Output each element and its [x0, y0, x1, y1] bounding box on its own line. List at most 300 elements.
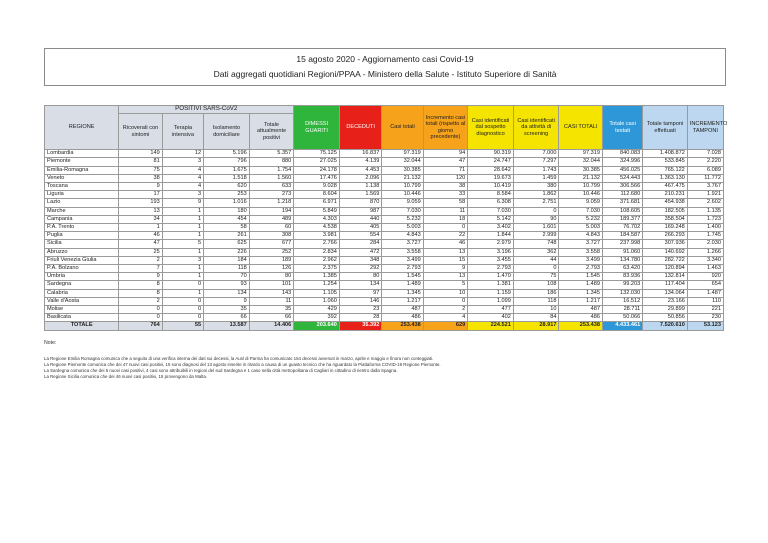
- data-cell: 12: [162, 150, 203, 158]
- total-cell: 764: [119, 322, 162, 330]
- data-cell: 1.745: [687, 232, 723, 240]
- data-cell: 0: [162, 281, 203, 289]
- data-cell: 633: [249, 183, 294, 191]
- covid-data-table: [44, 105, 728, 331]
- notes-title: Note:: [44, 340, 57, 346]
- data-cell: 16.837: [339, 150, 381, 158]
- data-cell: 1.518: [204, 174, 250, 182]
- data-cell: 440: [339, 215, 381, 223]
- data-cell: 2.096: [339, 174, 381, 182]
- data-cell: 4: [162, 174, 203, 182]
- data-cell: 9.059: [382, 199, 423, 207]
- data-cell: 19.673: [468, 174, 514, 182]
- data-cell: 66: [249, 314, 294, 322]
- data-cell: 10.799: [559, 183, 602, 191]
- data-cell: 358.504: [643, 215, 688, 223]
- data-cell: 1.489: [559, 281, 602, 289]
- data-cell: 2.793: [468, 265, 514, 273]
- total-cell: 7.520.610: [643, 322, 688, 330]
- data-cell: 94: [423, 150, 468, 158]
- report-header: [44, 48, 726, 86]
- table-row: [45, 256, 724, 264]
- data-cell: 7.000: [513, 150, 559, 158]
- data-cell: 132.814: [643, 273, 688, 281]
- table-row: [45, 183, 724, 191]
- data-cell: 371.681: [602, 199, 642, 207]
- data-cell: 230: [687, 314, 723, 322]
- data-cell: 2: [423, 306, 468, 314]
- data-cell: 28.642: [468, 166, 514, 174]
- data-cell: 5.357: [249, 150, 294, 158]
- data-cell: 1.345: [559, 289, 602, 297]
- data-cell: 5.003: [382, 224, 423, 232]
- data-cell: 210.231: [643, 191, 688, 199]
- data-cell: 75.125: [294, 150, 340, 158]
- data-cell: 1.487: [687, 289, 723, 297]
- data-cell: 221: [687, 306, 723, 314]
- data-cell: 10.799: [382, 183, 423, 191]
- data-cell: 6.308: [468, 199, 514, 207]
- table-row: [45, 232, 724, 240]
- total-cell: 53.123: [687, 322, 723, 330]
- data-cell: 4.139: [339, 158, 381, 166]
- region-header: REGIONE: [45, 106, 119, 150]
- data-cell: 25: [119, 248, 162, 256]
- data-cell: 5: [162, 240, 203, 248]
- data-cell: 3.402: [468, 224, 514, 232]
- data-cell: 454.938: [643, 199, 688, 207]
- data-cell: 252: [249, 248, 294, 256]
- data-cell: 3.499: [559, 256, 602, 264]
- data-cell: 193: [119, 199, 162, 207]
- data-cell: 58: [204, 224, 250, 232]
- total-cell: 35.392: [339, 322, 381, 330]
- data-cell: 880: [249, 158, 294, 166]
- data-cell: 21.132: [559, 174, 602, 182]
- col-header-sospetto-diagnostico: Casi identificati dal sospetto diagnostico: [468, 106, 514, 150]
- data-cell: 81: [119, 158, 162, 166]
- data-cell: 7.030: [468, 207, 514, 215]
- data-cell: 454: [204, 215, 250, 223]
- data-cell: 306.566: [602, 183, 642, 191]
- data-cell: 4.453: [339, 166, 381, 174]
- data-cell: 486: [559, 314, 602, 322]
- region-name-cell: Piemonte: [45, 158, 119, 166]
- data-cell: 118: [204, 265, 250, 273]
- data-cell: 362: [513, 248, 559, 256]
- data-cell: 34: [119, 215, 162, 223]
- data-cell: 4.303: [294, 215, 340, 223]
- data-cell: 5.003: [559, 224, 602, 232]
- table-row: [45, 297, 724, 305]
- data-cell: 677: [249, 240, 294, 248]
- data-cell: 83.936: [602, 273, 642, 281]
- data-cell: 870: [339, 199, 381, 207]
- data-cell: 654: [687, 281, 723, 289]
- data-cell: 1.560: [249, 174, 294, 182]
- data-cell: 110: [687, 297, 723, 305]
- data-cell: 28.711: [602, 306, 642, 314]
- data-cell: 23: [339, 306, 381, 314]
- data-cell: 23.166: [643, 297, 688, 305]
- data-cell: 1.381: [468, 281, 514, 289]
- data-cell: 237.998: [602, 240, 642, 248]
- data-cell: 32.044: [559, 158, 602, 166]
- table-row: [45, 314, 724, 322]
- data-cell: 2.220: [687, 158, 723, 166]
- data-cell: 1.459: [513, 174, 559, 182]
- col-header-ricoverati: Ricoverati con sintomi: [119, 114, 162, 150]
- data-cell: 126: [249, 265, 294, 273]
- data-cell: 2.602: [687, 199, 723, 207]
- data-cell: 18: [423, 215, 468, 223]
- data-cell: 27.025: [294, 158, 340, 166]
- data-cell: 3: [162, 191, 203, 199]
- data-cell: 1.254: [294, 281, 340, 289]
- region-name-cell: Lazio: [45, 199, 119, 207]
- data-cell: 7.028: [687, 150, 723, 158]
- note-line: La Regione Sicilia comunica che dei 46 nuovi casi positivi, 15 provengono da Malta.: [44, 374, 208, 379]
- data-cell: 134.780: [602, 256, 642, 264]
- region-name-cell: Basilicata: [45, 314, 119, 322]
- data-cell: 1.218: [249, 199, 294, 207]
- data-cell: 380: [513, 183, 559, 191]
- region-name-cell: Emilia-Romagna: [45, 166, 119, 174]
- data-cell: 5: [423, 281, 468, 289]
- table-row: [45, 150, 724, 158]
- data-cell: 7.030: [559, 207, 602, 215]
- data-cell: 60: [249, 224, 294, 232]
- data-cell: 348: [339, 256, 381, 264]
- data-cell: 3.767: [687, 183, 723, 191]
- data-cell: 9.028: [294, 183, 340, 191]
- table-row: [45, 306, 724, 314]
- data-cell: 4: [423, 314, 468, 322]
- data-cell: 3.727: [382, 240, 423, 248]
- data-cell: 46: [423, 240, 468, 248]
- region-name-cell: Friuli Venezia Giulia: [45, 256, 119, 264]
- data-cell: 63.420: [602, 265, 642, 273]
- data-cell: 47: [423, 158, 468, 166]
- data-cell: 1.754: [249, 166, 294, 174]
- data-cell: 6.089: [687, 166, 723, 174]
- table-row: [45, 191, 724, 199]
- data-cell: 1.345: [382, 289, 423, 297]
- data-cell: 9: [119, 273, 162, 281]
- data-cell: 97: [339, 289, 381, 297]
- data-cell: 10.446: [382, 191, 423, 199]
- table-row: [45, 248, 724, 256]
- data-cell: 292: [339, 265, 381, 273]
- region-name-cell: Marche: [45, 207, 119, 215]
- region-name-cell: P.A. Trento: [45, 224, 119, 232]
- total-cell: 13.587: [204, 322, 250, 330]
- data-cell: 3.340: [687, 256, 723, 264]
- data-cell: 2.751: [513, 199, 559, 207]
- data-cell: 533.845: [643, 158, 688, 166]
- data-cell: 3: [162, 158, 203, 166]
- data-cell: 1: [162, 273, 203, 281]
- col-header-incremento-tamponi: INCREMENTO TAMPONI: [687, 106, 723, 150]
- data-cell: 16.512: [602, 297, 642, 305]
- data-cell: 2.834: [294, 248, 340, 256]
- data-cell: 117.404: [643, 281, 688, 289]
- data-cell: 8.604: [294, 191, 340, 199]
- data-cell: 97.319: [559, 150, 602, 158]
- data-cell: 0: [423, 297, 468, 305]
- data-cell: 169.248: [643, 224, 688, 232]
- col-header-totale-positivi: Totale attualmente positivi: [249, 114, 294, 150]
- data-cell: 2.766: [294, 240, 340, 248]
- data-cell: 143: [249, 289, 294, 297]
- data-cell: 0: [513, 207, 559, 215]
- report-subtitle: Dati aggregati quotidiani Regioni/PPAA - Ministero della Salute - Istituto Superiore di Sanità: [213, 69, 557, 79]
- data-cell: 226: [204, 248, 250, 256]
- data-cell: 486: [382, 314, 423, 322]
- data-cell: 118: [513, 297, 559, 305]
- data-cell: 35: [249, 306, 294, 314]
- region-name-cell: Veneto: [45, 174, 119, 182]
- data-cell: 2.375: [294, 265, 340, 273]
- data-cell: 50.856: [643, 314, 688, 322]
- region-name-cell: Calabria: [45, 289, 119, 297]
- total-cell: 28.917: [513, 322, 559, 330]
- col-header-casi-totali: Casi totali: [382, 106, 423, 150]
- data-cell: 184.587: [602, 232, 642, 240]
- data-cell: 3.196: [468, 248, 514, 256]
- data-cell: 17.476: [294, 174, 340, 182]
- data-cell: 2: [119, 256, 162, 264]
- data-cell: 1: [119, 224, 162, 232]
- data-cell: 324.996: [602, 158, 642, 166]
- data-cell: 261: [204, 232, 250, 240]
- col-header-incremento-casi: Incremento casi totali (rispetto al giorno precedente): [423, 106, 468, 150]
- data-cell: 5.196: [204, 150, 250, 158]
- data-cell: 308: [249, 232, 294, 240]
- data-cell: 13: [119, 207, 162, 215]
- data-cell: 80: [339, 273, 381, 281]
- data-cell: 9.059: [559, 199, 602, 207]
- data-cell: 1.844: [468, 232, 514, 240]
- data-cell: 402: [468, 314, 514, 322]
- data-cell: 765.122: [643, 166, 688, 174]
- data-cell: 182.505: [643, 207, 688, 215]
- table-row: [45, 207, 724, 215]
- data-cell: 9: [423, 265, 468, 273]
- data-cell: 30.385: [559, 166, 602, 174]
- data-cell: 8: [119, 289, 162, 297]
- data-cell: 2.793: [382, 265, 423, 273]
- data-cell: 11: [249, 297, 294, 305]
- total-label-cell: TOTALE: [45, 322, 119, 330]
- data-cell: 3: [162, 256, 203, 264]
- total-cell: 55: [162, 322, 203, 330]
- data-cell: 3.558: [559, 248, 602, 256]
- data-cell: 120.894: [643, 265, 688, 273]
- table-row: [45, 273, 724, 281]
- total-cell: 629: [423, 322, 468, 330]
- data-cell: 1.105: [294, 289, 340, 297]
- data-cell: 10: [513, 306, 559, 314]
- data-cell: 4: [162, 183, 203, 191]
- data-cell: 97.319: [382, 150, 423, 158]
- data-cell: 456.025: [602, 166, 642, 174]
- region-name-cell: Lombardia: [45, 150, 119, 158]
- data-cell: 76.702: [602, 224, 642, 232]
- data-cell: 3.727: [559, 240, 602, 248]
- data-cell: 5.232: [382, 215, 423, 223]
- data-cell: 3.558: [382, 248, 423, 256]
- region-name-cell: Liguria: [45, 191, 119, 199]
- region-name-cell: Umbria: [45, 273, 119, 281]
- data-cell: 1.159: [468, 289, 514, 297]
- data-cell: 1.060: [294, 297, 340, 305]
- data-cell: 4.538: [294, 224, 340, 232]
- data-cell: 38: [119, 174, 162, 182]
- data-cell: 472: [339, 248, 381, 256]
- data-cell: 194: [249, 207, 294, 215]
- data-cell: 32.044: [382, 158, 423, 166]
- data-cell: 91.060: [602, 248, 642, 256]
- table-row: [45, 174, 724, 182]
- total-cell: 224.521: [468, 322, 514, 330]
- data-cell: 2.793: [559, 265, 602, 273]
- data-cell: 0: [119, 314, 162, 322]
- data-cell: 13: [423, 273, 468, 281]
- data-cell: 392: [294, 314, 340, 322]
- data-cell: 620: [204, 183, 250, 191]
- region-name-cell: Sardegna: [45, 281, 119, 289]
- data-cell: 24.747: [468, 158, 514, 166]
- data-cell: 8: [119, 281, 162, 289]
- report-title: 15 agosto 2020 - Aggiornamento casi Covid-19: [296, 54, 474, 64]
- data-cell: 554: [339, 232, 381, 240]
- table-row: [45, 240, 724, 248]
- data-cell: 1.675: [204, 166, 250, 174]
- data-cell: 11.772: [687, 174, 723, 182]
- data-cell: 920: [687, 273, 723, 281]
- note-line: La Sardegna comunica che dei 5 nuovi casi positivi, 4 casi sono attribuibili in regioni del sud Sardegna e 1 caso nella città metropolitana di Cagliari in cittadino di rientro dalla Spagna.: [44, 368, 398, 373]
- data-cell: 1: [162, 265, 203, 273]
- data-cell: 184: [204, 256, 250, 264]
- table-body: [45, 150, 724, 330]
- data-cell: 46: [119, 232, 162, 240]
- region-name-cell: Abruzzo: [45, 248, 119, 256]
- data-cell: 9: [204, 297, 250, 305]
- data-cell: 112.680: [602, 191, 642, 199]
- data-cell: 11: [423, 207, 468, 215]
- data-cell: 5.849: [294, 207, 340, 215]
- data-cell: 1.470: [468, 273, 514, 281]
- data-cell: 75: [119, 166, 162, 174]
- data-cell: 1.862: [513, 191, 559, 199]
- positivi-group-header: POSITIVI SARS-CoV2: [119, 106, 294, 114]
- data-cell: 6.971: [294, 199, 340, 207]
- data-cell: 90: [513, 215, 559, 223]
- data-cell: 8.584: [468, 191, 514, 199]
- data-cell: 3.499: [382, 256, 423, 264]
- col-header-terapia: Terapia intensiva: [162, 114, 203, 150]
- region-name-cell: Sicilia: [45, 240, 119, 248]
- data-cell: 1.400: [687, 224, 723, 232]
- data-cell: 9: [119, 183, 162, 191]
- data-cell: 30.385: [382, 166, 423, 174]
- data-cell: 2.979: [468, 240, 514, 248]
- data-cell: 1.385: [294, 273, 340, 281]
- data-cell: 1: [162, 224, 203, 232]
- data-cell: 71: [423, 166, 468, 174]
- data-cell: 0: [162, 306, 203, 314]
- data-cell: 1.363.130: [643, 174, 688, 182]
- data-cell: 477: [468, 306, 514, 314]
- region-name-cell: Valle d'Aosta: [45, 297, 119, 305]
- data-cell: 1.545: [382, 273, 423, 281]
- note-line: La Regione Emilia Romagna comunica che a seguito di una verifica interna dei dati sui decessi, la Ausl di Parma ha comunicato 154 decessi avvenuti in marzo, aprile e maggio e finora non conteggiati.: [44, 356, 434, 361]
- col-header-isolamento: Isolamento domiciliare: [204, 114, 250, 150]
- data-cell: 2.962: [294, 256, 340, 264]
- data-cell: 1.545: [559, 273, 602, 281]
- data-cell: 4.843: [382, 232, 423, 240]
- data-cell: 80: [249, 273, 294, 281]
- data-cell: 134.064: [643, 289, 688, 297]
- data-cell: 987: [339, 207, 381, 215]
- data-cell: 2.999: [513, 232, 559, 240]
- data-cell: 487: [559, 306, 602, 314]
- data-cell: 189: [249, 256, 294, 264]
- data-cell: 10.446: [559, 191, 602, 199]
- data-cell: 1: [162, 232, 203, 240]
- data-cell: 15: [423, 256, 468, 264]
- table-row: [45, 224, 724, 232]
- data-cell: 10: [423, 289, 468, 297]
- table-row: [45, 265, 724, 273]
- table-row: [45, 166, 724, 174]
- data-cell: 1.099: [468, 297, 514, 305]
- data-cell: 1.569: [339, 191, 381, 199]
- data-cell: 108.605: [602, 207, 642, 215]
- data-cell: 1: [162, 289, 203, 297]
- region-name-cell: Campania: [45, 215, 119, 223]
- data-cell: 90.319: [468, 150, 514, 158]
- data-cell: 1.135: [687, 207, 723, 215]
- data-cell: 0: [423, 224, 468, 232]
- data-cell: 7: [119, 265, 162, 273]
- table-row: [45, 199, 724, 207]
- data-cell: 266.293: [643, 232, 688, 240]
- data-cell: 1.601: [513, 224, 559, 232]
- data-cell: 17: [119, 191, 162, 199]
- data-cell: 273: [249, 191, 294, 199]
- data-cell: 29.899: [643, 306, 688, 314]
- data-cell: 284: [339, 240, 381, 248]
- data-cell: 28: [339, 314, 381, 322]
- data-cell: 1: [162, 207, 203, 215]
- data-cell: 146: [339, 297, 381, 305]
- data-cell: 0: [162, 314, 203, 322]
- data-cell: 1: [162, 248, 203, 256]
- data-cell: 180: [204, 207, 250, 215]
- data-cell: 1.217: [559, 297, 602, 305]
- region-name-cell: P.A. Bolzano: [45, 265, 119, 273]
- data-cell: 5.232: [559, 215, 602, 223]
- data-cell: 134: [339, 281, 381, 289]
- total-cell: 203.640: [294, 322, 340, 330]
- total-cell: 253.438: [559, 322, 602, 330]
- data-cell: 429: [294, 306, 340, 314]
- data-cell: 1.723: [687, 215, 723, 223]
- total-cell: 253.438: [382, 322, 423, 330]
- data-cell: 93: [204, 281, 250, 289]
